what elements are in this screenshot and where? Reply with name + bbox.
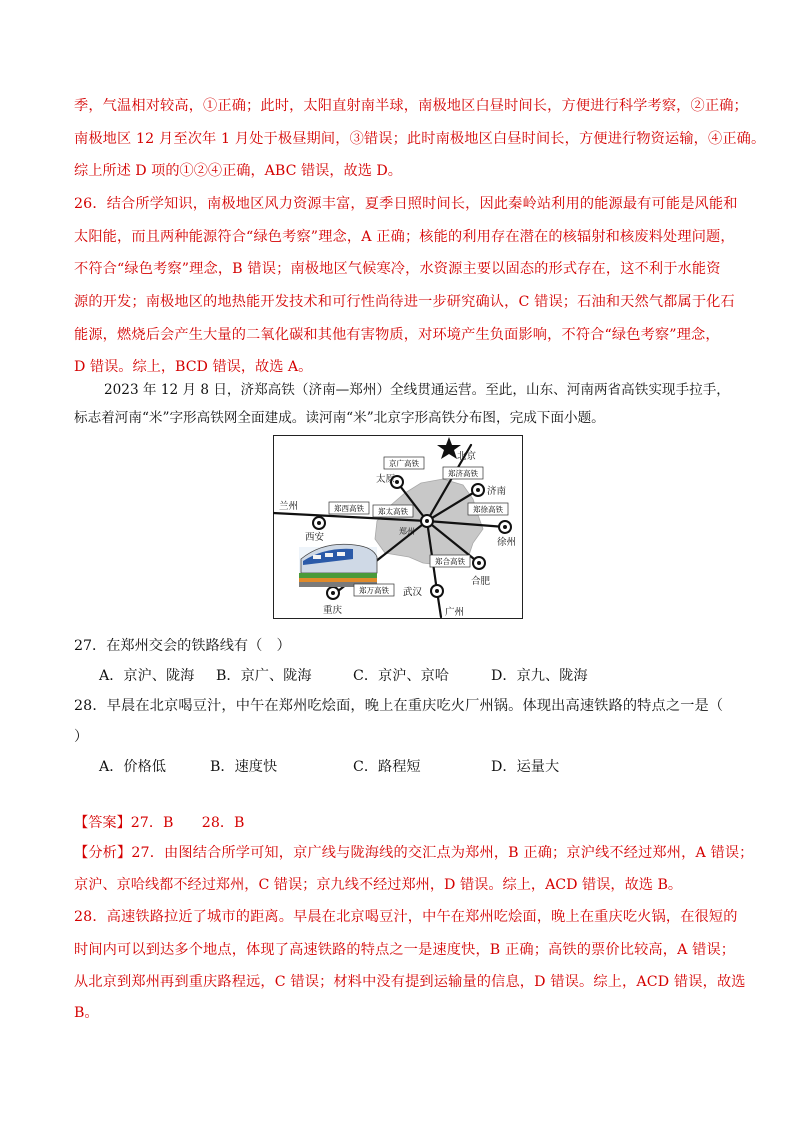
analysis-line bbox=[74, 843, 754, 863]
answer-26-line: 不符合“绿色考察”理念，B 错误；南极地区气候寒冷，水资源主要以固态的形式存在，这不利于水能资 bbox=[74, 261, 721, 277]
label-zhengtai: 郑太高铁 bbox=[378, 507, 408, 516]
city-beijing: 北京 bbox=[457, 451, 477, 462]
answer-line bbox=[74, 813, 244, 833]
analysis-tag: 【分析】 bbox=[74, 845, 132, 861]
q28-stem-cont: ） bbox=[74, 729, 89, 745]
city-chongqing: 重庆 bbox=[323, 605, 343, 616]
label-zhengji: 郑济高铁 bbox=[448, 469, 478, 478]
material-line: 标志着河南“米”字形高铁网全面建成。读河南“米”北京字形高铁分布图，完成下面小题。 bbox=[74, 410, 605, 426]
q28-option-a: A．价格低 bbox=[99, 759, 166, 775]
q27-option-b: B．京广、陇海 bbox=[216, 668, 312, 684]
city-zhengzhou: 郑州 bbox=[399, 527, 415, 536]
q27-option-a: A．京沪、陇海 bbox=[99, 668, 195, 684]
label-zhengxi: 郑西高铁 bbox=[334, 504, 364, 513]
answer-prev-line: 综上所述 D 项的①②④正确，ABC 错误，故选 D。 bbox=[74, 163, 402, 179]
city-lanzhou: 兰州 bbox=[279, 501, 299, 512]
q28-option-d: D．运量大 bbox=[491, 759, 560, 775]
analysis-27-line: 京沪、京哈线都不经过郑州，C 错误；京九线不经过郑州，D 错误。综上，ACD 错误，故选 B。 bbox=[74, 877, 683, 893]
answer-26-line: 源的开发；南极地区的地热能开发技术和可行性尚待进一步研究确认，C 错误；石油和天然气都属于化石 bbox=[74, 294, 735, 310]
city-xuzhou: 徐州 bbox=[497, 537, 517, 548]
q27-option-d: D．京九、陇海 bbox=[491, 668, 588, 684]
station-chongqing-icon bbox=[327, 587, 339, 599]
city-wuhan: 武汉 bbox=[403, 587, 423, 598]
material-line: 2023 年 12 月 8 日，济郑高铁（济南—郑州）全线贯通运营。至此，山东、河南两省高铁实现手拉手， bbox=[104, 382, 730, 398]
city-xian: 西安 bbox=[305, 532, 325, 543]
label-zhengxu: 郑徐高铁 bbox=[473, 505, 503, 514]
station-wuhan-icon bbox=[431, 585, 443, 597]
label-zhenghe: 郑合高铁 bbox=[435, 557, 465, 566]
city-jinan: 济南 bbox=[487, 486, 507, 497]
city-taiyuan: 太原 bbox=[376, 474, 396, 485]
answer-26-line: D 错误。综上，BCD 错误，故选 A。 bbox=[74, 359, 313, 375]
city-hefei: 合肥 bbox=[471, 576, 491, 587]
analysis-27-line: 27．由图结合所学可知，京广线与陇海线的交汇点为郑州，B 正确；京沪线不经过郑州，A 错误； bbox=[131, 845, 754, 861]
q28-option-c: C．路程短 bbox=[353, 759, 421, 775]
analysis-28-line: 28．高速铁路拉近了城市的距离。早晨在北京喝豆汁，中午在郑州吃烩面，晚上在重庆吃火锅，在很短的 bbox=[74, 909, 738, 925]
q28-stem: 28．早晨在北京喝豆汁，中午在郑州吃烩面，晚上在重庆吃火厂州锅。体现出高速铁路的特点之一是（ bbox=[74, 698, 724, 714]
train-icon bbox=[299, 544, 377, 587]
answer-text: 27．B 28．B bbox=[130, 815, 245, 831]
answer-prev-line: 南极地区 12 月至次年 1 月处于极昼期间，③错误；此时南极地区白昼时间长，方便进行物资运输，④正确。 bbox=[74, 131, 766, 147]
station-hefei-icon bbox=[473, 557, 485, 569]
city-guangzhou: 广州 bbox=[445, 607, 465, 618]
q28-option-b: B．速度快 bbox=[210, 759, 278, 775]
answer-prev-line: 季，气温相对较高，①正确；此时，太阳直射南半球，南极地区白昼时间长，方便进行科学考察，②正确； bbox=[74, 98, 748, 114]
station-xian-icon bbox=[313, 517, 325, 529]
station-zhengzhou-icon bbox=[421, 515, 433, 527]
q27-stem: 27．在郑州交会的铁路线有（ ） bbox=[74, 638, 291, 654]
answer-26-line: 26．结合所学知识，南极地区风力资源丰富，夏季日照时间长，因此秦岭站利用的能源最有可能是风能和 bbox=[74, 196, 738, 212]
analysis-28-line: B。 bbox=[74, 1005, 99, 1021]
q27-option-c: C．京沪、京哈 bbox=[353, 668, 449, 684]
station-jinan-icon bbox=[472, 484, 484, 496]
answer-tag: 【答案】 bbox=[74, 815, 131, 831]
henan-railway-map bbox=[273, 435, 523, 619]
analysis-28-line: 时间内可以到达多个地点，体现了高速铁路的特点之一是速度快，B 正确；高铁的票价比较高，A 错误； bbox=[74, 942, 736, 958]
analysis-28-line: 从北京到郑州再到重庆路程远，C 错误；材料中没有提到运输量的信息，D 错误。综上，ACD 错误，故选 bbox=[74, 974, 746, 990]
station-xuzhou-icon bbox=[499, 521, 511, 533]
label-jingguang: 京广高铁 bbox=[389, 459, 419, 468]
answer-26-line: 能源，燃烧后会产生大量的二氧化碳和其他有害物质，对环境产生负面影响，不符合“绿色考察”理念， bbox=[74, 327, 720, 343]
label-zhengwan: 郑万高铁 bbox=[359, 586, 389, 595]
answer-26-line: 太阳能，而且两种能源符合“绿色考察”理念，A 正确；核能的利用存在潜在的核辐射和核废料处理问题， bbox=[74, 229, 735, 245]
